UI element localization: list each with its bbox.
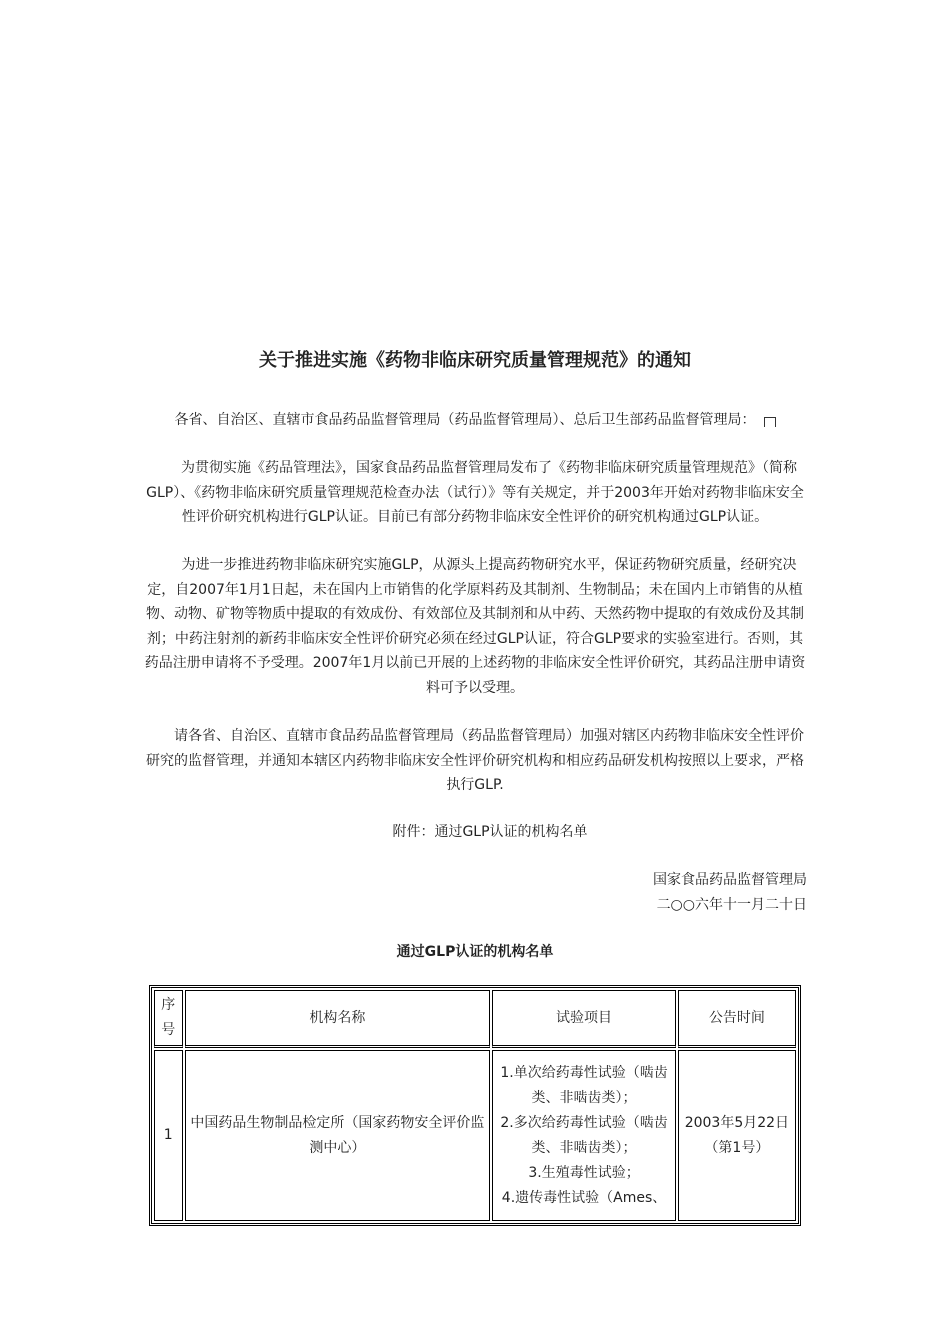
cell-index: 1: [154, 1050, 183, 1221]
test-item: 3.生殖毒性试验；: [528, 1164, 640, 1181]
header-index-line2: 号: [161, 1022, 176, 1038]
paragraph-3: [143, 724, 807, 798]
signature-block: [653, 868, 807, 918]
header-index-line1: 序: [161, 997, 176, 1013]
cell-tests: [492, 1050, 675, 1221]
paragraph-3-text: 请各省、自治区、直辖市食品药品监督管理局（药品监督管理局）加强对辖区内药物非临床安全性评价研究的监督管理，并通知本辖区内药物非临床安全性评价研究机构和相应药品研发机构按照以上要求，严格执行GLP.: [146, 728, 804, 793]
salutation: [145, 408, 805, 432]
salutation-text: 各省、自治区、直辖市食品药品监督管理局（药品监督管理局）、总后卫生部药品监督管理局：: [174, 412, 756, 428]
issue-date: 二○○六年十一月二十日: [656, 897, 807, 913]
table-caption: 通过GLP认证的机构名单: [396, 944, 554, 960]
test-item: 1.单次给药毒性试验（啮齿类、非啮齿类）；: [500, 1064, 668, 1106]
institution-table: [149, 985, 801, 1226]
issuer: 国家食品药品监督管理局: [653, 872, 807, 888]
header-index: [154, 990, 183, 1048]
document-title: 关于推进实施《药物非临床研究质量管理规范》的通知: [259, 350, 691, 371]
table-row: [154, 1050, 796, 1221]
attachment-line: 附件：通过GLP认证的机构名单: [392, 824, 588, 840]
table-header-row: [154, 990, 796, 1048]
cell-name: 中国药品生物制品检定所（国家药物安全评价监测中心）: [185, 1050, 491, 1221]
institution-table-wrapper: [149, 985, 801, 1226]
test-item: 2.多次给药毒性试验（啮齿类、非啮齿类）；: [500, 1114, 668, 1156]
cell-date: 2003年5月22日（第1号）: [678, 1050, 796, 1221]
header-date: 公告时间: [678, 990, 796, 1048]
paragraph-1: [143, 456, 807, 530]
header-tests: 试验项目: [492, 990, 675, 1048]
paragraph-2-text: 为进一步推进药物非临床研究实施GLP，从源头上提高药物研究水平，保证药物研究质量，经研究决定，自2007年1月1日起，未在国内上市销售的化学原料药及其制剂、生物制品；未在国内上市销售的从植物、动物、矿物等物质中提取的有效成份、有效部位及其制剂和从中药、天然药物中提取的有效成份及其制剂；中药注射剂的新药非临床安全性评价研究必须在经过GLP认证，符合GLP要求的实验室进行。否则，其药品注册申请将不予受理。2007年1月以前已开展的上述药物的非临床安全性评价研究，其药品注册申请资料可予以受理。: [144, 557, 806, 696]
header-name: 机构名称: [185, 990, 491, 1048]
paragraph-2: [143, 553, 807, 700]
paragraph-1-text: 为贯彻实施《药品管理法》，国家食品药品监督管理局发布了《药物非临床研究质量管理规范》（简称GLP）、《药物非临床研究质量管理规范检查办法（试行）》等有关规定，并于2003年开始对药物非临床安全性评价研究机构进行GLP认证。目前已有部分药物非临床安全性评价的研究机构通过GLP认证。: [146, 460, 804, 525]
text-cursor-icon: [764, 417, 776, 427]
test-item: 4.遗传毒性试验（Ames、: [501, 1189, 667, 1206]
